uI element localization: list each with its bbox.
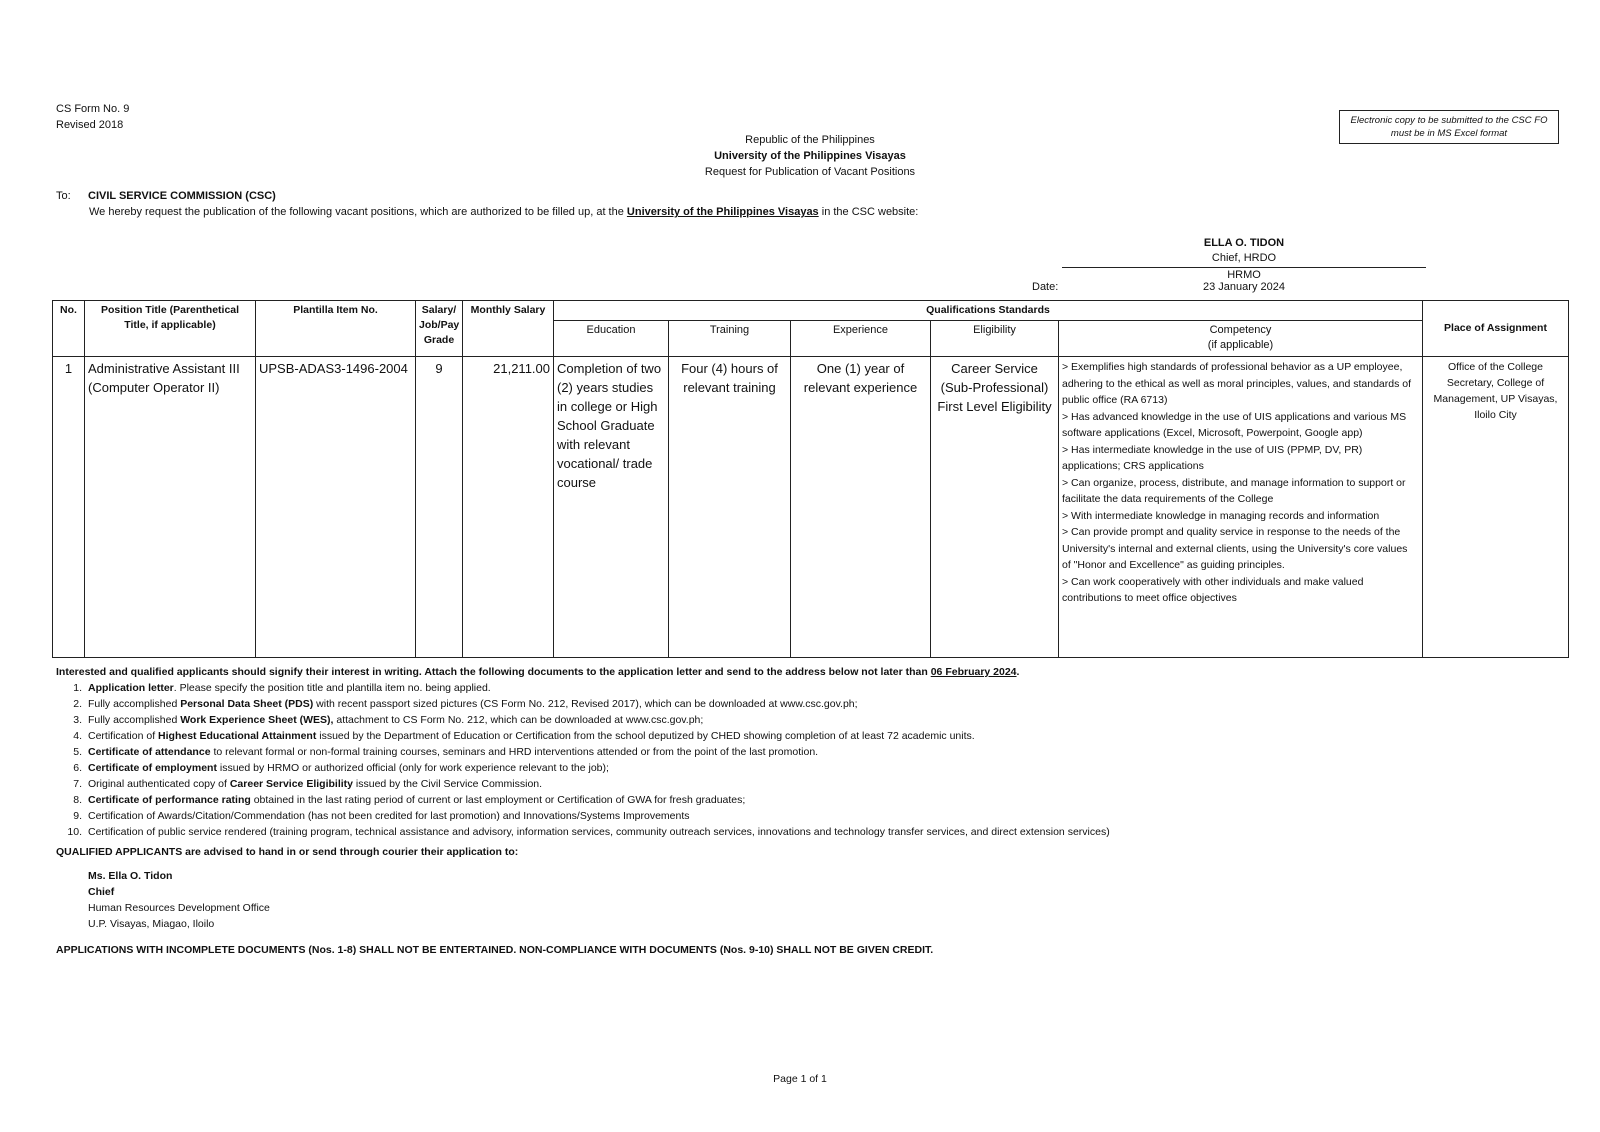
instructions-intro [56,664,1556,680]
cell-plantilla: UPSB-ADAS3-1496-2004 [256,357,416,658]
cell-place: Office of the College Secretary, College of Management, UP Visayas, Iloilo City [1423,357,1569,658]
cell-education: Completion of two (2) years studies in college or High School Graduate with relevant vocational/ trade course [554,357,669,658]
date-label: Date: [1032,281,1059,293]
item-number: 8. [73,794,82,806]
item-text: Certification of Awards/Citation/Commendation (has not been credited for last promotion) and Innovations/Systems Improvements [88,810,690,822]
header-position-title: Position Title (Parenthetical Title, if applicable) [85,301,256,357]
item-text: Fully accomplished [88,714,181,726]
item-text-2: issued by the Department of Education or Certification from the school deputized by CHED showing completion of at least 72 academic units. [316,730,975,742]
competency-item: > Has intermediate knowledge in the use of UIS (PPMP, DV, PR) applications; CRS applications [1062,443,1363,472]
list-item [56,792,1556,808]
cell-no: 1 [53,357,85,658]
cell-experience: One (1) year of relevant experience [791,357,931,658]
university-name: University of the Philippines Visayas [714,150,906,162]
document-title: Request for Publication of Vacant Positions [704,166,916,178]
header-no: No. [53,301,85,357]
form-number [56,101,129,133]
cell-training: Four (4) hours of relevant training [669,357,791,658]
item-number: 3. [73,714,82,726]
notice-line-1: Electronic copy to be submitted to the CSC FO [1350,115,1548,126]
header-education: Education [554,321,669,357]
item-number: 6. [73,762,82,774]
request-agency: University of the Philippines Visayas [626,206,819,218]
to-block [56,188,276,204]
request-text-after: in the CSC website: [821,206,919,218]
item-bold: Certificate of performance rating [88,794,251,806]
competency-item: > Can provide prompt and quality service in response to the needs of the University's internal and external clients, using the University's core values of "Honor and Excellence" as guiding principles. [1062,526,1408,571]
item-bold: Certificate of attendance [88,746,211,758]
header-monthly-salary: Monthly Salary [463,301,554,357]
item-text: Certification of public service rendered (training program, technical assistance and advisory, information services, community outreach services, innovations and technology transfer services, and direct extension services) [88,826,1110,838]
header-competency [1059,321,1423,357]
mailing-address [88,868,270,932]
competency-item: > With intermediate knowledge in managing records and information [1062,509,1380,522]
date-value: 23 January 2024 [1203,281,1285,293]
list-item [56,680,1556,696]
deadline-date: 06 February 2024 [930,666,1017,678]
addressee: CIVIL SERVICE COMMISSION (CSC) [88,190,276,202]
item-number: 7. [73,778,82,790]
header-competency-label: Competency [1209,324,1272,336]
item-text-2: with recent passport sized pictures (CS Form No. 212, Revised 2017), which can be downloaded at www.csc.gov.ph; [313,698,858,710]
cell-eligibility: Career Service (Sub-Professional) First Level Eligibility [931,357,1059,658]
document-header [600,132,1020,180]
item-text: issued by HRMO or authorized official (only for work experience relevant to the job); [216,762,609,774]
signatory-name: ELLA O. TIDON [1203,237,1285,249]
form-number-line: CS Form No. 9 [56,103,130,115]
header-experience: Experience [791,321,931,357]
item-text: to relevant formal or non-formal training courses, seminars and HRD interventions attended or from the point of the last promotion. [210,746,819,758]
instructions-intro-text: Interested and qualified applicants should signify their interest in writing. Attach the following documents to the application letter and send to the address below not later than [56,666,928,678]
header-salary-grade: Salary/ Job/Pay Grade [416,301,463,357]
cell-monthly-salary: 21,211.00 [463,357,554,658]
item-number: 2. [73,698,82,710]
compliance-warning: APPLICATIONS WITH INCOMPLETE DOCUMENTS (Nos. 1-8) SHALL NOT BE ENTERTAINED. NON-COMPLIANCE WITH DOCUMENTS (Nos. 9-10) SHALL NOT BE GIVEN CREDIT. [56,944,934,956]
item-bold-2: Highest Educational Attainment [158,730,317,742]
item-bold-2: Work Experience Sheet (WES), [180,714,334,726]
item-text-2: issued by the Civil Service Commission. [353,778,543,790]
competency-item: > Exemplifies high standards of professional behavior as a UP employee, adhering to the ethical as well as moral principles, values, and standards of public office (RA 6713) [1062,361,1412,406]
item-text: Certification of [88,730,159,742]
competency-item: > Can work cooperatively with other individuals and make valued contributions to meet office objectives [1062,575,1364,604]
item-number: 1. [73,682,82,694]
item-bold: Certificate of employment [88,762,217,774]
item-text-2: attachment to CS Form No. 212, which can be downloaded at www.csc.gov.ph; [333,714,704,726]
electronic-copy-notice [1339,110,1559,144]
cell-salary-grade: 9 [416,357,463,658]
item-number: 5. [73,746,82,758]
qualified-applicants-note: QUALIFIED APPLICANTS are advised to hand in or send through courier their application to: [56,846,519,858]
item-bold-2: Personal Data Sheet (PDS) [180,698,314,710]
requirements-list [56,680,1556,840]
item-number: 10. [67,826,82,838]
item-text: . Please specify the position title and plantilla item no. being applied. [173,682,491,694]
signatory-role: HRMO [1227,269,1261,281]
form-revision-line: Revised 2018 [56,119,124,131]
list-item [56,696,1556,712]
republic-line: Republic of the Philippines [745,134,875,146]
item-number: 9. [73,810,82,822]
list-item [56,776,1556,792]
item-bold-2: Career Service Eligibility [229,778,353,790]
list-item [56,744,1556,760]
header-qualifications: Qualifications Standards [554,301,1423,321]
item-bold: Application letter [88,682,174,694]
address-name: Ms. Ella O. Tidon [88,870,173,882]
address-office: Human Resources Development Office [88,902,270,914]
item-number: 4. [73,730,82,742]
header-place: Place of Assignment [1423,301,1569,357]
list-item [56,760,1556,776]
address-location: U.P. Visayas, Miagao, Iloilo [88,918,215,930]
competency-item: > Can organize, process, distribute, and manage information to support or facilitate the data requirements of the College [1062,476,1406,505]
header-training: Training [669,321,791,357]
address-title: Chief [88,886,115,898]
instructions-intro-end: . [1016,666,1020,678]
item-text: Fully accomplished [88,698,181,710]
list-item [56,824,1556,840]
list-item [56,808,1556,824]
signatory-block [1062,236,1426,283]
list-item [56,712,1556,728]
cell-competency [1059,357,1423,658]
vacant-positions-table [52,300,1569,658]
header-competency-note: (if applicable) [1207,339,1274,351]
table-row [53,357,1569,658]
signatory-title: Chief, HRDO [1211,252,1277,264]
request-statement [89,204,918,220]
header-plantilla: Plantilla Item No. [256,301,416,357]
header-eligibility: Eligibility [931,321,1059,357]
notice-line-2: must be in MS Excel format [1390,128,1508,139]
request-text-before: We hereby request the publication of the following vacant positions, which are authorized to be filled up, at the [89,206,624,218]
list-item [56,728,1556,744]
competency-item: > Has advanced knowledge in the use of UIS applications and various MS software applications (Excel, Microsoft, Powerpoint, Google app) [1062,410,1407,439]
cell-position-title: Administrative Assistant III (Computer Operator II) [85,357,256,658]
item-text: obtained in the last rating period of current or last employment or Certification of GWA for fresh graduates; [250,794,746,806]
item-text: Original authenticated copy of [88,778,230,790]
page-number: Page 1 of 1 [773,1073,827,1085]
application-instructions [56,664,1556,840]
to-label: To: [56,190,71,202]
